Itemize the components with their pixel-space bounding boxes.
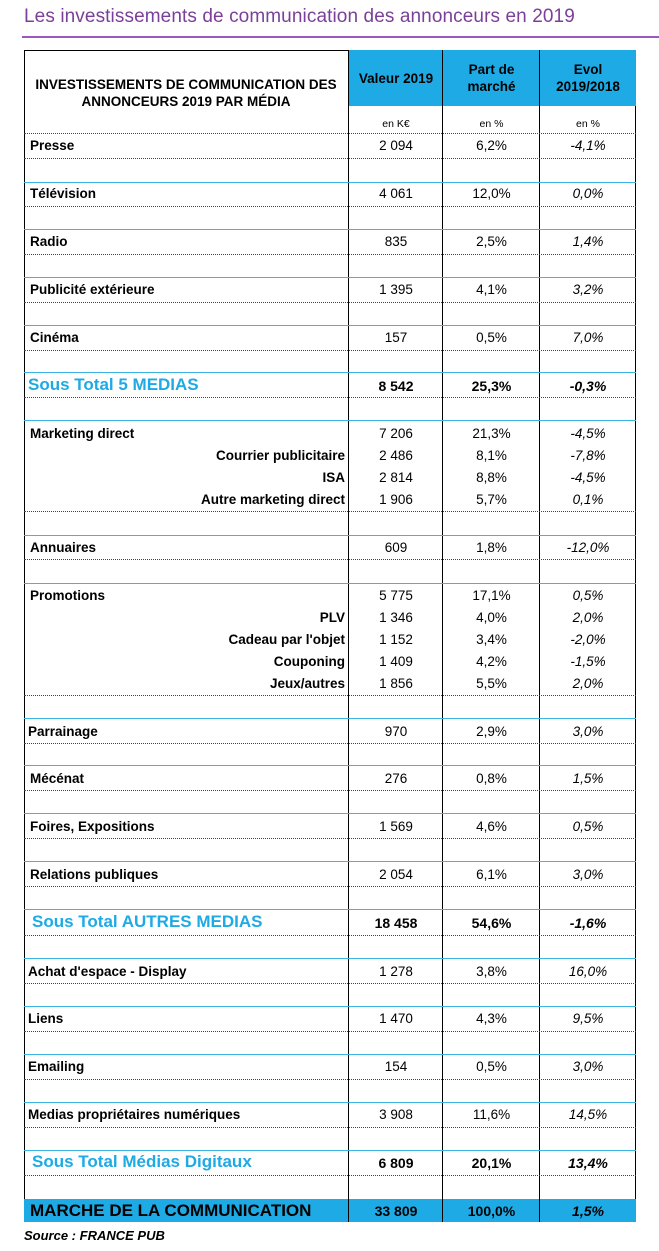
cell-evol: 9,5% [572, 1011, 604, 1026]
row-separator [24, 983, 636, 984]
row-separator [24, 182, 636, 183]
cell-evol: 3,0% [572, 1059, 604, 1074]
row-separator [24, 838, 636, 839]
row-label-relations-publiques: Relations publiques [30, 867, 159, 882]
cell-valeur: 1 152 [379, 632, 413, 647]
row-label-parrainage: Parrainage [28, 724, 98, 739]
cell-evol: 3,2% [572, 282, 604, 297]
cell-valeur: 1 906 [379, 492, 413, 507]
cell-valeur: 1 856 [379, 676, 413, 691]
cell-evol: -2,0% [570, 632, 606, 647]
cell-part: 0,5% [476, 330, 507, 345]
cell-part: 4,2% [476, 654, 507, 669]
cell-part: 21,3% [472, 426, 511, 441]
cell-valeur: 5 775 [379, 588, 413, 603]
cell-evol: -4,5% [570, 470, 606, 485]
cell-part: 5,5% [476, 676, 507, 691]
row-separator [24, 511, 636, 512]
cell-evol: 7,0% [572, 330, 604, 345]
cell-valeur: 835 [384, 234, 408, 249]
cell-evol: -12,0% [566, 540, 610, 555]
cell-evol: 0,1% [572, 492, 604, 507]
row-separator [24, 1079, 636, 1080]
subtotal-label-autres-medias: Sous Total AUTRES MEDIAS [32, 912, 263, 931]
cell-evol: -1,5% [570, 654, 606, 669]
row-label-isa: ISA [322, 470, 345, 485]
row-label-presse: Presse [30, 138, 75, 153]
row-label-radio: Radio [30, 234, 68, 249]
cell-part: 6,1% [476, 867, 507, 882]
cell-valeur: 157 [384, 330, 408, 345]
cell-part: 1,8% [476, 540, 507, 555]
subtotal-part: 25,3% [471, 378, 512, 394]
row-separator [24, 958, 636, 959]
total-part: 100,0% [467, 1203, 516, 1219]
col-header-evol: Evol 2019/2018 [540, 50, 636, 106]
cell-valeur: 1 409 [379, 654, 413, 669]
cell-part: 4,6% [476, 819, 507, 834]
cell-evol: 16,0% [568, 964, 608, 979]
col-header-valeur: Valeur 2019 [349, 50, 443, 106]
cell-valeur: 2 094 [379, 138, 413, 153]
cell-part: 0,5% [476, 1059, 507, 1074]
row-label-plv: PLV [319, 610, 345, 625]
cell-part: 12,0% [472, 186, 511, 201]
row-label-foires-expositions: Foires, Expositions [30, 819, 155, 834]
cell-part: 0,8% [476, 771, 507, 786]
cell-valeur: 1 346 [379, 610, 413, 625]
cell-evol: 0,0% [572, 186, 604, 201]
cell-valeur: 1 470 [379, 1011, 413, 1026]
row-separator [24, 790, 636, 791]
subtotal-valeur: 18 458 [374, 915, 418, 931]
subtotal-valeur: 6 809 [378, 1155, 414, 1171]
row-label-autre-marketing-direct: Autre marketing direct [200, 492, 345, 507]
row-separator [24, 302, 636, 303]
cell-evol: 3,0% [572, 867, 604, 882]
total-label: MARCHE DE LA COMMUNICATION [30, 1201, 312, 1220]
row-separator [24, 277, 636, 278]
cell-part: 8,8% [476, 470, 507, 485]
subtotal-label-medias-digitaux: Sous Total Médias Digitaux [32, 1152, 252, 1171]
cell-evol: -7,8% [570, 448, 606, 463]
row-separator [24, 1054, 636, 1055]
cell-valeur: 2 054 [379, 867, 413, 882]
cell-part: 3,4% [476, 632, 507, 647]
row-label-medias-proprietaires-numeriques: Medias propriétaires numériques [28, 1107, 241, 1122]
row-separator [24, 718, 636, 719]
cell-valeur: 276 [384, 771, 408, 786]
cell-evol: 14,5% [568, 1107, 608, 1122]
row-separator [24, 559, 636, 560]
cell-valeur: 3 908 [379, 1107, 413, 1122]
row-label-promotions: Promotions [30, 588, 106, 603]
row-label-courrier-publicitaire: Courrier publicitaire [215, 448, 345, 463]
row-label-mecenat: Mécénat [30, 771, 85, 786]
row-separator [24, 397, 636, 398]
row-separator [24, 886, 636, 887]
row-separator [24, 206, 636, 207]
cell-evol: 0,5% [572, 819, 604, 834]
row-label-achat-d-espace-display: Achat d'espace - Display [28, 964, 187, 979]
cell-valeur: 609 [384, 540, 408, 555]
cell-part: 4,3% [476, 1011, 507, 1026]
row-label-cadeau-par-l-objet: Cadeau par l'objet [228, 632, 345, 647]
row-separator [24, 1031, 636, 1032]
cell-evol: 1,4% [572, 234, 604, 249]
row-separator [24, 420, 636, 421]
cell-valeur: 2 486 [379, 448, 413, 463]
cell-evol: 2,0% [572, 610, 604, 625]
row-label-publicite-exterieure: Publicité extérieure [30, 282, 155, 297]
row-separator [24, 372, 636, 373]
row-label-annuaires: Annuaires [30, 540, 97, 555]
col-header-part: Part de marché [443, 50, 540, 106]
cell-evol: -4,1% [570, 138, 606, 153]
subtotal-evol: 13,4% [568, 1155, 608, 1171]
row-label-television: Télévision [30, 186, 97, 201]
cell-evol: 1,5% [572, 771, 604, 786]
cell-part: 2,9% [476, 724, 507, 739]
unit-evol: en % [576, 118, 600, 130]
cell-part: 2,5% [476, 234, 507, 249]
subtotal-label-5-medias: Sous Total 5 MEDIAS [28, 375, 199, 394]
row-separator [24, 765, 636, 766]
page-title: Les investissements de communication des annonceurs en 2019 [24, 6, 575, 27]
row-separator [24, 158, 636, 159]
cell-valeur: 7 206 [379, 426, 413, 441]
source-note: Source : FRANCE PUB [24, 1228, 165, 1243]
cell-valeur: 2 814 [379, 470, 413, 485]
row-separator [24, 909, 636, 910]
subtotal-part: 20,1% [471, 1155, 512, 1171]
row-label-cinema: Cinéma [30, 330, 79, 345]
unit-valeur: en K€ [382, 118, 410, 130]
cell-part: 17,1% [472, 588, 511, 603]
row-separator [24, 229, 636, 230]
row-label-liens: Liens [28, 1011, 64, 1026]
table-header-main: INVESTISSEMENTS DE COMMUNICATION DES ANNONCEURS 2019 PAR MÉDIA [35, 77, 337, 109]
title-rule [22, 36, 659, 38]
subtotal-evol: -0,3% [569, 378, 607, 394]
cell-evol: -4,5% [570, 426, 606, 441]
unit-part: en % [479, 118, 504, 130]
cell-valeur: 970 [384, 724, 408, 739]
row-separator [24, 254, 636, 255]
row-separator [24, 350, 636, 351]
row-label-emailing: Emailing [28, 1059, 85, 1074]
row-separator [24, 695, 636, 696]
total-valeur: 33 809 [374, 1203, 418, 1219]
row-separator [24, 743, 636, 744]
cell-part: 4,0% [476, 610, 507, 625]
row-separator [24, 813, 636, 814]
row-separator [24, 1102, 636, 1103]
cell-part: 8,1% [476, 448, 507, 463]
row-separator [24, 1006, 636, 1007]
row-label-jeux-autres: Jeux/autres [269, 676, 345, 691]
row-separator [24, 935, 636, 936]
subtotal-valeur: 8 542 [378, 378, 414, 394]
row-separator [24, 1175, 636, 1176]
subtotal-evol: -1,6% [569, 915, 607, 931]
row-separator [24, 861, 636, 862]
cell-part: 4,1% [476, 282, 507, 297]
row-separator [24, 583, 636, 584]
row-separator [24, 1150, 636, 1151]
total-evol: 1,5% [572, 1203, 604, 1219]
cell-valeur: 1 278 [379, 964, 413, 979]
cell-valeur: 1 395 [379, 282, 413, 297]
row-separator [24, 325, 636, 326]
cell-valeur: 1 569 [379, 819, 413, 834]
cell-part: 3,8% [476, 964, 507, 979]
cell-valeur: 154 [384, 1059, 408, 1074]
row-separator [24, 535, 636, 536]
row-separator [24, 133, 636, 134]
cell-part: 11,6% [472, 1107, 511, 1122]
row-separator [24, 1127, 636, 1128]
row-label-marketing-direct: Marketing direct [30, 426, 135, 441]
cell-evol: 0,5% [572, 588, 604, 603]
subtotal-part: 54,6% [471, 915, 512, 931]
cell-valeur: 4 061 [379, 186, 413, 201]
cell-part: 5,7% [476, 492, 507, 507]
row-label-couponing: Couponing [273, 654, 345, 669]
cell-part: 6,2% [476, 138, 507, 153]
cell-evol: 3,0% [572, 724, 604, 739]
cell-evol: 2,0% [572, 676, 604, 691]
